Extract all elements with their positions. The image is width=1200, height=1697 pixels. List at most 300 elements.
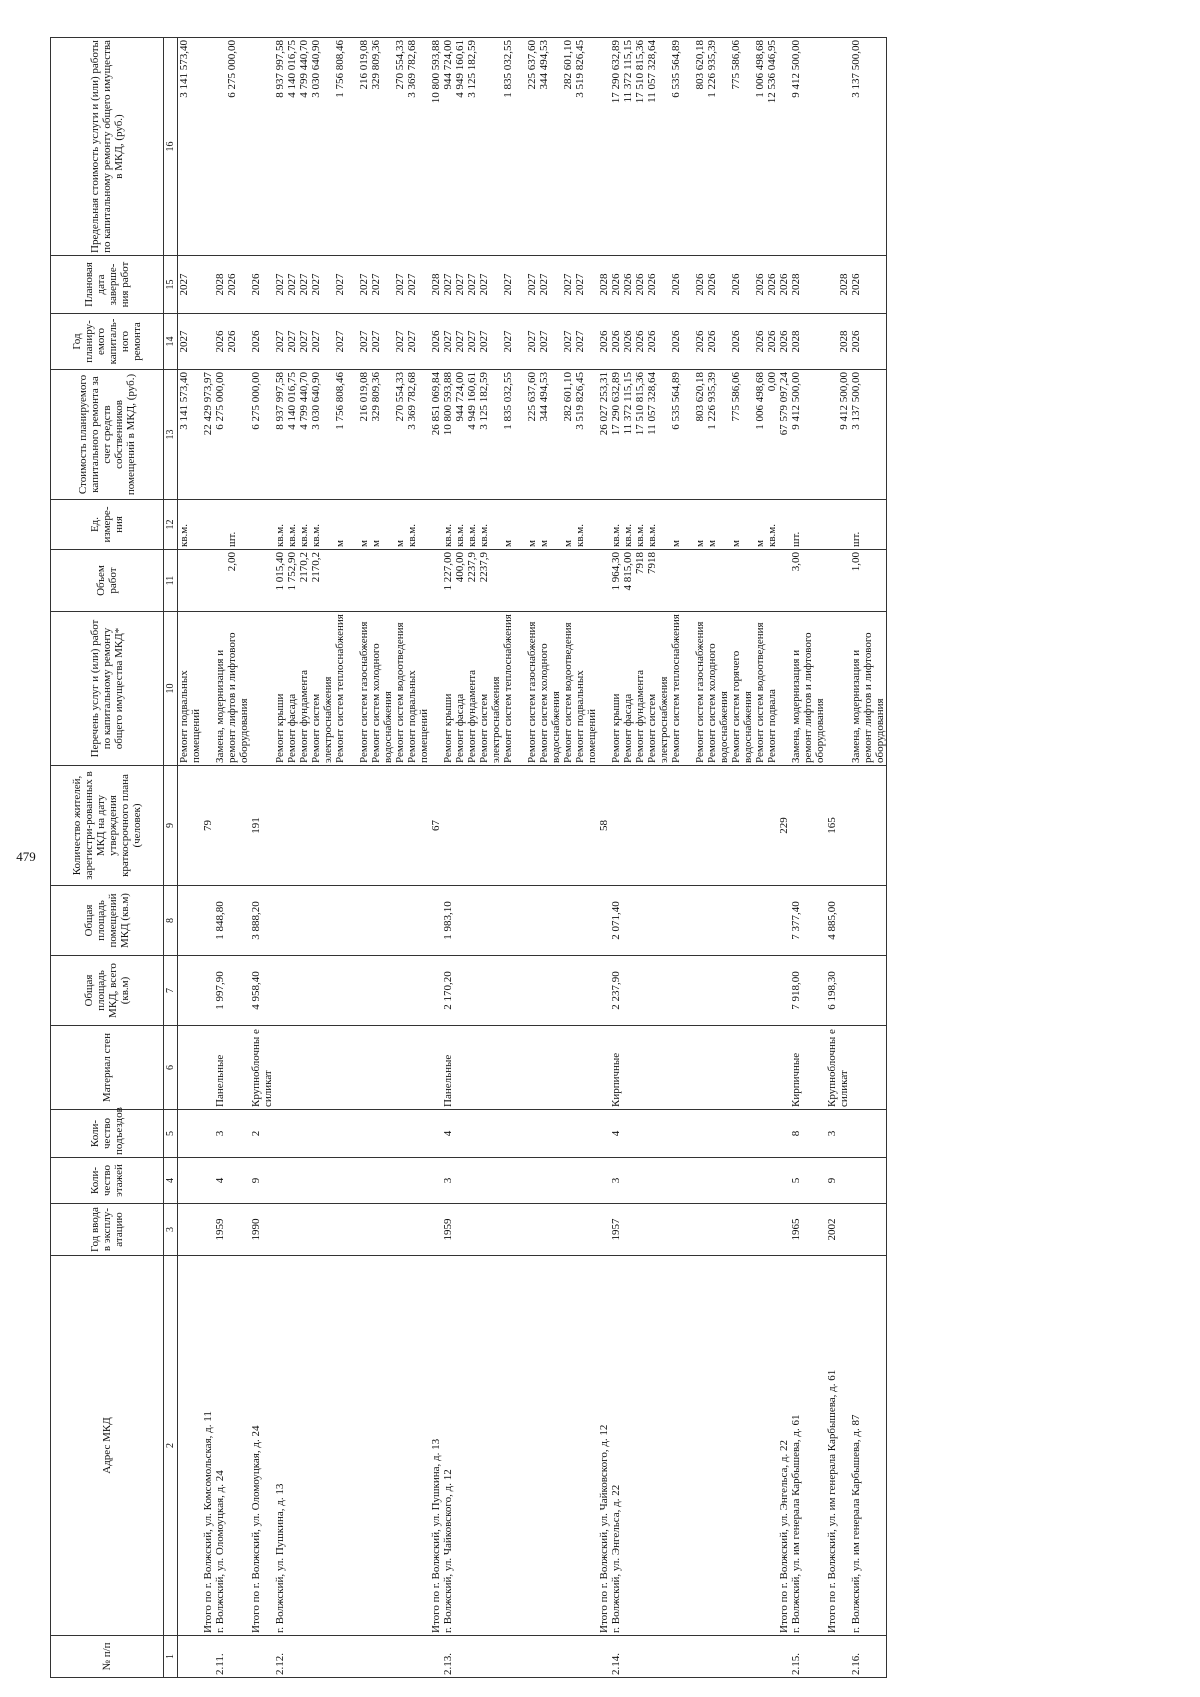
cell-line: 6 275 000,00: [226, 40, 238, 98]
table-cell-c8: [850, 886, 887, 956]
cell-line: ремонт лифтов и лифтового: [802, 632, 814, 763]
table-cell-c6: [442, 1026, 598, 1110]
cell-line: [742, 372, 754, 497]
table-cell-c7: [202, 956, 214, 1026]
cell-text: 5: [790, 1177, 802, 1184]
table-cell-c6: [610, 1026, 778, 1110]
table-cell-c16: [598, 38, 610, 256]
cell-line: 329 809,36: [370, 40, 382, 90]
cell-line: кв.м.: [298, 524, 310, 547]
cell-line: [586, 316, 598, 367]
cell-text: Панельные: [442, 1054, 454, 1107]
cell-line: Ремонт систем горячего: [730, 650, 742, 763]
cell-line: 2027: [538, 330, 550, 353]
cell-line: 26 851 069,84: [430, 372, 442, 436]
table-cell-c14: [202, 314, 214, 370]
cell-line: 1 006 498,68: [754, 40, 766, 98]
cell-line: помещений: [190, 708, 202, 763]
cell-line: м: [394, 540, 406, 547]
table-cell-c15: [442, 256, 598, 314]
table-cell-c16: [826, 38, 850, 256]
cell-line: [718, 258, 730, 311]
cell-text: 2.15.: [790, 1653, 802, 1675]
cell-text: 4: [442, 1130, 454, 1137]
table-cell-c3: [442, 1204, 598, 1256]
table-cell-c3: [202, 1204, 214, 1256]
cell-line: Ремонт систем холодного: [538, 643, 550, 763]
cell-line: [682, 502, 694, 547]
cell-line: 26 027 253,31: [598, 372, 610, 436]
table-cell-c9: [610, 766, 778, 886]
cell-line: 2026: [610, 330, 622, 353]
cell-text: г. Волжский, ул. Пушкина, д. 13: [274, 1483, 286, 1633]
cell-line: 2026: [250, 273, 262, 296]
table-cell-c7: [790, 956, 826, 1026]
table-cell-c4: [790, 1158, 826, 1204]
cell-line: 1 227,00: [442, 552, 454, 591]
header-cell: Ед. измере-ния: [51, 500, 164, 550]
cell-line: 1 835 032,55: [502, 372, 514, 430]
cell-line: 6 535 564,89: [670, 372, 682, 430]
cell-line: 3,00: [790, 552, 802, 572]
table-cell-c7: [778, 956, 790, 1026]
cell-text: 7 377,40: [790, 901, 802, 940]
table-cell-c7: [598, 956, 610, 1026]
table-cell-c15: [610, 256, 778, 314]
cell-line: кв.м.: [466, 524, 478, 547]
cell-line: [502, 552, 514, 609]
cell-line: Ремонт подвальных: [178, 670, 190, 763]
table-cell-c15: [178, 256, 203, 314]
cell-line: 2027: [526, 330, 538, 353]
cell-text: г. Волжский, ул. им генерала Карбышева, д. 87: [850, 1414, 862, 1633]
table-cell-c1: [778, 1636, 790, 1678]
cell-line: 2237,9: [466, 552, 478, 583]
table-cell-c3: [274, 1204, 430, 1256]
cell-line: 2027: [394, 273, 406, 296]
cell-line: 344 494,53: [538, 40, 550, 90]
header-cell: № п/п: [51, 1636, 164, 1678]
cell-line: 2170,2: [298, 552, 310, 583]
cell-line: [514, 614, 526, 763]
cell-line: 2027: [478, 330, 490, 353]
cell-line: 2026: [694, 273, 706, 296]
cell-line: [766, 552, 778, 609]
cell-line: 2,00: [226, 552, 238, 572]
cell-line: Ремонт систем газоснабжения: [358, 621, 370, 763]
table-cell-c6: [274, 1026, 430, 1110]
table-cell-c6: [598, 1026, 610, 1110]
cell-line: [322, 552, 334, 609]
cell-line: 3 030 640,90: [310, 40, 322, 98]
cell-line: м: [502, 540, 514, 547]
table-cell-c11: [250, 550, 274, 612]
cell-line: кв.м.: [310, 524, 322, 547]
cell-line: Ремонт фасада: [622, 693, 634, 763]
cell-line: 2027: [178, 330, 190, 353]
cell-line: [658, 502, 670, 547]
cell-line: 2026: [226, 330, 238, 353]
cell-line: 6 275 000,00: [214, 372, 226, 430]
cell-line: 2026: [646, 330, 658, 353]
table-cell-c13: [274, 370, 430, 500]
cell-line: ремонт лифтов и лифтового: [226, 632, 238, 763]
cell-line: 2026: [622, 330, 634, 353]
table-cell-c9: [442, 766, 598, 886]
table-cell-c1: [202, 1636, 214, 1678]
cell-line: [214, 40, 226, 253]
table-row: [214, 38, 250, 1678]
cell-line: Замена, модернизация и: [850, 649, 862, 763]
cell-line: 2027: [502, 273, 514, 296]
column-number-cell: 2: [164, 1256, 178, 1636]
cell-line: [514, 502, 526, 547]
table-cell-c2: [790, 1256, 826, 1636]
cell-line: электроснабжения: [490, 676, 502, 763]
cell-line: Ремонт крыши: [442, 693, 454, 763]
cell-line: [586, 372, 598, 497]
cell-line: 4 140 016,75: [286, 372, 298, 430]
cell-line: [718, 552, 730, 609]
table-cell-c8: [274, 886, 430, 956]
table-cell-c3: [430, 1204, 442, 1256]
cell-line: 2026: [634, 273, 646, 296]
cell-line: 2026: [766, 273, 778, 296]
cell-line: 2027: [574, 273, 586, 296]
cell-text: 1965: [790, 1218, 802, 1241]
cell-text: 2.16.: [850, 1653, 862, 1675]
cell-line: 775 586,06: [730, 372, 742, 422]
cell-line: 2026: [622, 273, 634, 296]
table-cell-c16: [850, 38, 887, 256]
header-cell: Плановая дата заверше-ния работ: [51, 256, 164, 314]
table-row: [442, 38, 598, 1678]
table-cell-c4: [850, 1158, 887, 1204]
cell-text: 6 198,30: [826, 971, 838, 1010]
cell-line: [382, 316, 394, 367]
header-cell: Общая площадь МКД, всего (кв.м): [51, 956, 164, 1026]
table-cell-c1: [430, 1636, 442, 1678]
cell-text: 9: [826, 1177, 838, 1184]
table-cell-c9: [598, 766, 610, 886]
cell-line: 2027: [478, 273, 490, 296]
header-cell: Количество жителей, зарегистри-рованных в МКД на дату утверждения краткосрочного плана (человек): [51, 766, 164, 886]
cell-text: 7 918,00: [790, 971, 802, 1010]
cell-line: 3 519 826,45: [574, 40, 586, 98]
table-row: [850, 38, 887, 1678]
cell-line: оборудования: [814, 698, 826, 763]
cell-line: м: [334, 540, 346, 547]
table-cell-c9: [826, 766, 850, 886]
cell-line: [514, 552, 526, 609]
table-cell-c12: [178, 500, 203, 550]
cell-text: Итого по г. Волжский, ул. Энгельса, д. 22: [778, 1440, 790, 1633]
table-cell-c12: [610, 500, 778, 550]
cell-line: Ремонт подвальных: [406, 670, 418, 763]
cell-line: 2028: [838, 273, 850, 296]
cell-line: 1 006 498,68: [754, 372, 766, 430]
cell-line: 216 019,08: [358, 40, 370, 90]
table-cell-c3: [214, 1204, 250, 1256]
cell-line: 2027: [310, 273, 322, 296]
table-cell-c8: [826, 886, 850, 956]
table-cell-c3: [178, 1204, 203, 1256]
column-number-cell: 10: [164, 612, 178, 766]
cell-line: 2027: [442, 273, 454, 296]
cell-text: г. Волжский, ул. Чайковского, д. 12: [442, 1469, 454, 1633]
column-number-cell: 16: [164, 38, 178, 256]
table-cell-c2: [442, 1256, 598, 1636]
cell-line: м: [562, 540, 574, 547]
cell-line: [394, 552, 406, 609]
cell-line: 2027: [274, 273, 286, 296]
cell-line: 775 586,06: [730, 40, 742, 90]
cell-line: [514, 258, 526, 311]
table-cell-c10: [202, 612, 214, 766]
table-cell-c4: [430, 1158, 442, 1204]
table-cell-c6: [790, 1026, 826, 1110]
cell-line: [826, 316, 838, 367]
table-cell-c16: [442, 38, 598, 256]
cell-line: [586, 258, 598, 311]
cell-line: 2026: [214, 330, 226, 353]
cell-line: 6 535 564,89: [670, 40, 682, 98]
cell-line: м: [706, 540, 718, 547]
table-cell-c8: [610, 886, 778, 956]
cell-text: 58: [598, 820, 610, 831]
cell-line: электроснабжения: [658, 676, 670, 763]
cell-text: 1 997,90: [214, 971, 226, 1010]
cell-line: 2027: [310, 330, 322, 353]
table-cell-c10: [610, 612, 778, 766]
cell-line: 2028: [430, 273, 442, 296]
cell-line: 2026: [670, 330, 682, 353]
cell-line: 2026: [598, 330, 610, 353]
table-cell-c4: [598, 1158, 610, 1204]
table-cell-c11: [178, 550, 203, 612]
cell-line: 17 510 815,36: [634, 372, 646, 436]
cell-line: [418, 502, 430, 547]
table-cell-c9: [850, 766, 887, 886]
table-cell-c11: [598, 550, 610, 612]
cell-line: [418, 40, 430, 253]
cell-text: 1 983,10: [442, 901, 454, 940]
cell-line: [346, 502, 358, 547]
table-cell-c3: [826, 1204, 850, 1256]
table-cell-c1: [610, 1636, 778, 1678]
cell-line: кв.м.: [766, 524, 778, 547]
cell-line: 1 015,40: [274, 552, 286, 591]
cell-line: 2237,9: [478, 552, 490, 583]
cell-text: 2 170,20: [442, 971, 454, 1010]
cell-line: 4 949 160,61: [466, 372, 478, 430]
cell-line: Ремонт систем газоснабжения: [526, 621, 538, 763]
cell-line: [382, 40, 394, 253]
column-number-row: [164, 38, 178, 1678]
cell-line: [706, 552, 718, 609]
cell-line: оборудования: [238, 698, 250, 763]
header-cell: Общая площадь помещений МКД (кв.м): [51, 886, 164, 956]
cell-line: кв.м.: [286, 524, 298, 547]
cell-text: Кирпичные: [790, 1052, 802, 1107]
cell-line: [490, 372, 502, 497]
cell-line: [382, 258, 394, 311]
cell-line: 1 226 935,39: [706, 372, 718, 430]
table-cell-c14: [778, 314, 790, 370]
cell-text: 2 071,40: [610, 901, 622, 940]
cell-line: 2028: [838, 330, 850, 353]
cell-line: Ремонт систем холодного: [370, 643, 382, 763]
cell-line: 944 724,00: [454, 372, 466, 422]
cell-line: [490, 502, 502, 547]
table-cell-c2: [202, 1256, 214, 1636]
rotated-table-container: [50, 38, 1150, 1678]
cell-line: [586, 40, 598, 253]
cell-line: [322, 372, 334, 497]
table-cell-c8: [250, 886, 274, 956]
cell-line: кв.м.: [478, 524, 490, 547]
cell-text: 1959: [214, 1218, 226, 1241]
cell-line: [718, 316, 730, 367]
table-cell-c7: [430, 956, 442, 1026]
cell-line: 3 519 826,45: [574, 372, 586, 430]
table-cell-c10: [214, 612, 250, 766]
cell-line: 2026: [706, 330, 718, 353]
table-cell-c12: [790, 500, 826, 550]
cell-line: [490, 552, 502, 609]
cell-line: Ремонт систем холодного: [706, 643, 718, 763]
column-number-cell: 3: [164, 1204, 178, 1256]
cell-line: кв.м.: [610, 524, 622, 547]
table-cell-c9: [178, 766, 203, 886]
cell-text: 4 885,00: [826, 901, 838, 940]
cell-line: 803 620,18: [694, 40, 706, 90]
table-row: [274, 38, 430, 1678]
table-cell-c11: [790, 550, 826, 612]
table-cell-c6: [850, 1026, 887, 1110]
table-cell-c9: [430, 766, 442, 886]
cell-line: 216 019,08: [358, 372, 370, 422]
cell-line: [742, 552, 754, 609]
cell-text: Итого по г. Волжский, ул. Комсомольская, д. 11: [202, 1411, 214, 1633]
cell-line: [730, 552, 742, 609]
table-cell-c12: [430, 500, 442, 550]
cell-text: Панельные: [214, 1054, 226, 1107]
cell-text: 79: [202, 820, 214, 831]
cell-line: 10 800 593,88: [442, 372, 454, 436]
cell-line: [418, 552, 430, 609]
cell-line: 10 800 593,88: [430, 40, 442, 104]
cell-text: 229: [778, 817, 790, 834]
table-cell-c16: [274, 38, 430, 256]
cell-line: [550, 372, 562, 497]
table-cell-c8: [598, 886, 610, 956]
cell-line: [406, 552, 418, 609]
cell-line: Ремонт подвала: [766, 689, 778, 763]
cell-line: 2026: [694, 330, 706, 353]
table-cell-c7: [850, 956, 887, 1026]
table-cell-c15: [250, 256, 274, 314]
table-cell-c16: [214, 38, 250, 256]
table-cell-c6: [202, 1026, 214, 1110]
cell-line: [418, 316, 430, 367]
table-cell-c4: [214, 1158, 250, 1204]
table-cell-c9: [274, 766, 430, 886]
table-cell-c11: [430, 550, 442, 612]
cell-line: Ремонт систем водоотведения: [754, 622, 766, 763]
table-cell-c12: [214, 500, 250, 550]
cell-line: 2026: [250, 330, 262, 353]
table-cell-c10: [250, 612, 274, 766]
table-cell-c8: [430, 886, 442, 956]
cell-line: Ремонт крыши: [610, 693, 622, 763]
table-cell-c3: [778, 1204, 790, 1256]
cell-text: 1959: [442, 1218, 454, 1241]
table-cell-c13: [826, 370, 850, 500]
table-cell-c8: [442, 886, 598, 956]
cell-line: 17 290 632,89: [610, 40, 622, 104]
cell-line: 2026: [646, 273, 658, 296]
cell-text: 9: [250, 1177, 262, 1184]
capital-repair-table: [50, 37, 887, 1678]
cell-line: Ремонт систем теплоснабжения: [670, 614, 682, 763]
cell-line: [550, 40, 562, 253]
cell-line: [718, 502, 730, 547]
table-cell-c8: [778, 886, 790, 956]
header-cell: Перечень услуг и (или) работ по капитальному ремонту общего имущества МКД*: [51, 612, 164, 766]
table-cell-c4: [826, 1158, 850, 1204]
cell-line: м: [358, 540, 370, 547]
cell-line: 2027: [562, 330, 574, 353]
cell-line: 2027: [178, 273, 190, 296]
cell-line: 2027: [394, 330, 406, 353]
header-cell: Объем работ: [51, 550, 164, 612]
cell-line: [682, 316, 694, 367]
cell-line: [478, 40, 490, 253]
cell-line: [322, 502, 334, 547]
table-cell-c5: [202, 1110, 214, 1158]
table-cell-c5: [610, 1110, 778, 1158]
cell-line: 270 554,33: [394, 40, 406, 90]
table-cell-c5: [778, 1110, 790, 1158]
cell-text: Крупноблочны е силикат: [250, 1029, 274, 1107]
cell-line: [418, 372, 430, 497]
table-row: [778, 38, 790, 1678]
cell-line: водоснабжения: [382, 691, 394, 763]
cell-line: [670, 552, 682, 609]
header-cell: Стоимость планируемого капитального ремонта за счет средств собственников помещений в МКД, (руб.): [51, 370, 164, 500]
table-cell-c15: [430, 256, 442, 314]
cell-line: [370, 552, 382, 609]
cell-line: 17 290 632,89: [610, 372, 622, 436]
cell-line: 4 799 440,70: [298, 40, 310, 98]
cell-line: 4 140 016,75: [286, 40, 298, 98]
cell-line: кв.м.: [622, 524, 634, 547]
cell-line: 3 369 782,68: [406, 40, 418, 98]
table-row: [178, 38, 203, 1678]
column-number-cell: 7: [164, 956, 178, 1026]
cell-line: [514, 40, 526, 253]
cell-line: 2026: [610, 273, 622, 296]
column-number-cell: 4: [164, 1158, 178, 1204]
cell-line: [346, 614, 358, 763]
table-row: [826, 38, 850, 1678]
cell-line: 9 412 500,00: [790, 372, 802, 430]
cell-line: [322, 258, 334, 311]
cell-line: 2026: [766, 330, 778, 353]
table-cell-c2: [178, 1256, 203, 1636]
table-cell-c8: [178, 886, 203, 956]
